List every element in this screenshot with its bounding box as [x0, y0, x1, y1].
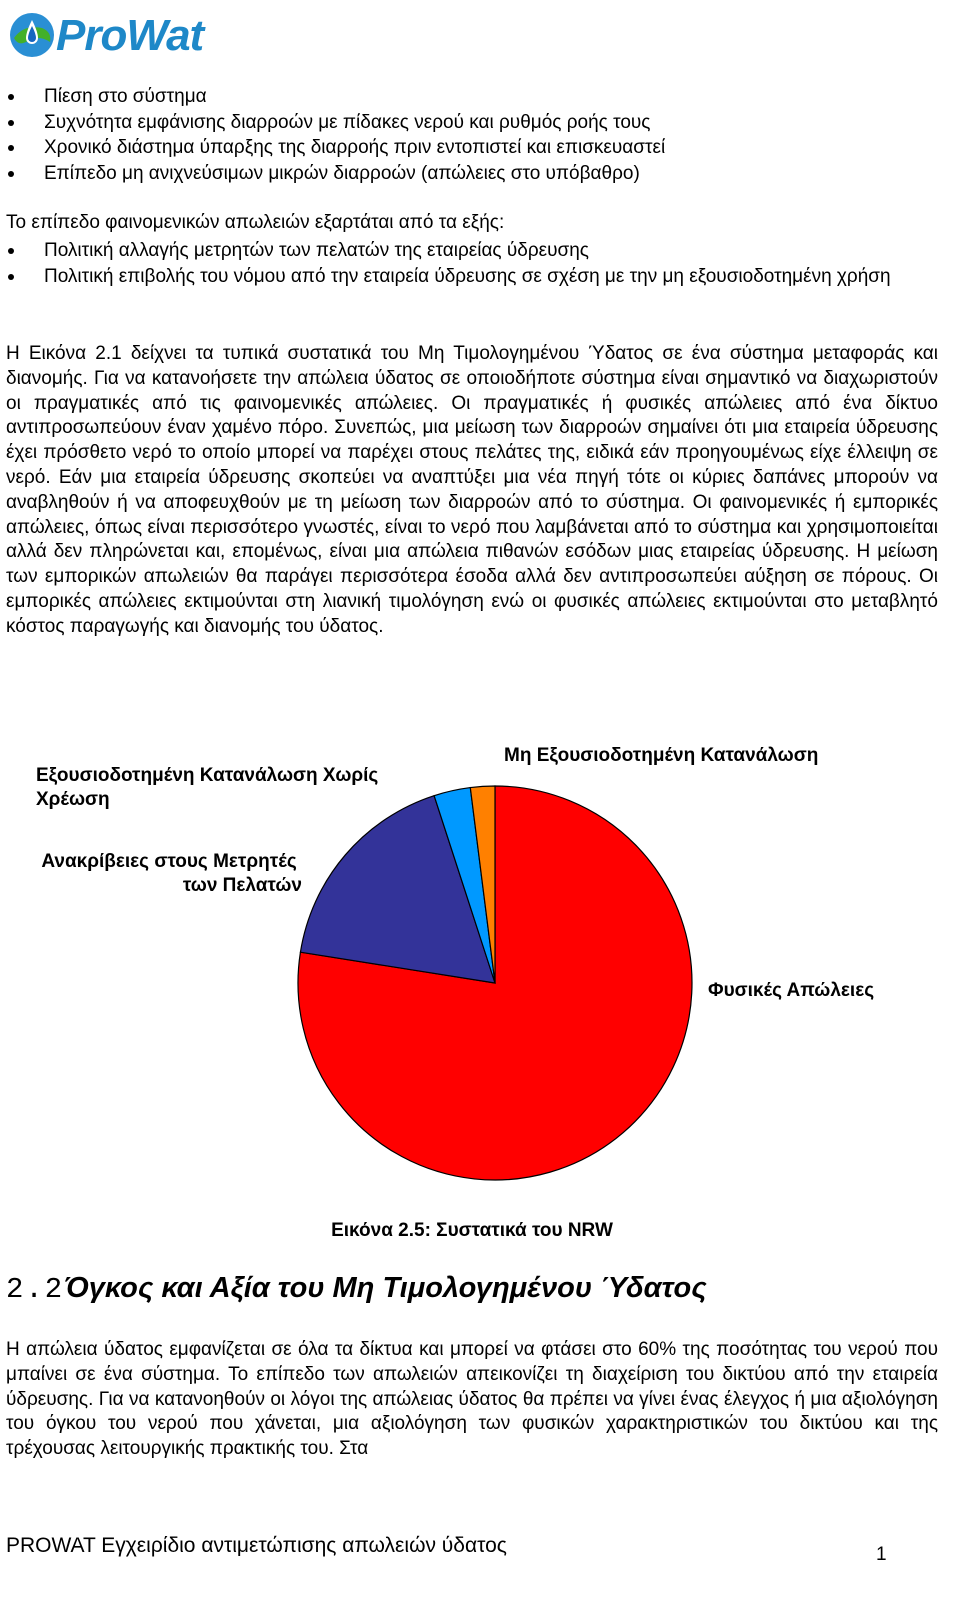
chart-label-authorized-unbilled [36, 765, 384, 810]
list-item: Πίεση στο σύστημα [0, 84, 950, 110]
chart-label-unauthorized: Μη Εξουσιοδοτημένη Κατανάλωση [504, 745, 819, 766]
prowat-logo [8, 8, 223, 66]
apparent-losses-intro: Το επίπεδο φαινομενικών απωλειών εξαρτάται από τα εξής: [6, 212, 505, 233]
chart-label-meter-inaccuracies [41, 851, 302, 896]
list-item: Πολιτική επιβολής του νόμου από την εταιρεία ύδρευσης σε σχέση με την μη εξουσιοδοτημένη χρήση [0, 264, 950, 290]
list-item: Συχνότητα εμφάνισης διαρροών με πίδακες νερού και ρυθμός ροής τους [0, 110, 950, 136]
chart-label-line: Χρέωση [36, 789, 110, 810]
chart-label-line: Ανακρίβειες στους Μετρητές [41, 851, 297, 872]
body-paragraph-2: Η απώλεια ύδατος εμφανίζεται σε όλα τα δίκτυα και μπορεί να φτάσει στο 60% της ποσότητας του νερού που μπαίνει σε ένα σύστημα. Το επίπεδο των απωλειών απεικονίζει τη διαχείριση του δικτύου από την εταιρεία ύδρευσης. Για να κατανοηθούν οι λόγοι της απώλειας ύδατος θα πρέπει να γίνει ένας έλεγχος ή μια αξιολόγηση του όγκου του νερού που χάνεται, μια αξιολόγηση των φυσικών χαρακτηριστικών του δικτύου και της τρέχουσας λειτουργικής πρακτικής του. Στα [6, 1339, 938, 1460]
apparent-losses-bullet-list [0, 238, 950, 289]
page-number: 1 [876, 1544, 887, 1565]
section-heading [6, 1268, 707, 1310]
figure-caption: Εικόνα 2.5: Συστατικά του NRW [331, 1220, 613, 1241]
logo-text: ProWat [56, 11, 204, 60]
section-number: 2.2 [6, 1273, 65, 1306]
logo-globe-icon [8, 8, 56, 60]
list-item: Επίπεδο μη ανιχνεύσιμων μικρών διαρροών (απώλειες στο υπόβαθρο) [0, 161, 950, 187]
section-title: Όγκος και Αξία του Μη Τιμολογημένου Ύδατος [64, 1272, 707, 1304]
chart-label-physical-losses: Φυσικές Απώλειες [708, 980, 875, 1001]
factors-bullet-list [0, 84, 950, 186]
body-paragraph-1: Η Εικόνα 2.1 δείχνει τα τυπικά συστατικά του Μη Τιμολογημένου Ύδατος σε ένα σύστημα μεταφοράς και διανομής. Για να κατανοήσετε την απώλεια ύδατος σε οποιοδήποτε σύστημα είναι σημαντικό να διαχωριστούν οι πραγματικές από τις φαινομενικές απώλειες. Οι πραγματικές ή φυσικές απώλειες από ένα δίκτυο αντιπροσωπεύουν έναν χαμένο πόρο. Συνεπώς, μια μείωση των διαρροών σημαίνει ότι μια εταιρεία ύδρευσης έχει πρόσθετο νερό το οποίο μπορεί να παρέχει στους πελάτες της, ειδικά εάν προηγουμένως είχε έλλειψη σε νερό. Εάν μια εταιρεία ύδρευσης σκοπεύει να αναπτύξει μια νέα πηγή τότε οι κύριες δαπάνες μπορούν να αναβληθούν ή να αποφευχθούν με τη μείωση των διαρροών από το σύστημα. Οι φαινομενικές ή εμπορικές απώλειες, όπως είναι περισσότερο γνωστές, είναι το νερό που λαμβάνεται από το σύστημα και χρησιμοποιείται αλλά δεν πληρώνεται και, επομένως, είναι μια απώλεια πιθανών εσόδων μιας εταιρείας ύδρευσης. Η μείωση των εμπορικών απωλειών θα παράγει περισσότερα έσοδα αλλά δεν αντιπροσωπεύει αύξηση σε πόρους. Οι εμπορικές απώλειες εκτιμούνται στη λιανική τιμολόγηση ενώ οι φυσικές απώλειες εκτιμούνται στο μεταβλητό κόστος παραγωγής και διανομής του ύδατος. [6, 343, 938, 637]
list-item: Χρονικό διάστημα ύπαρξης της διαρροής πριν εντοπιστεί και επισκευαστεί [0, 135, 950, 161]
chart-label-line: των Πελατών [182, 875, 302, 896]
nrw-pie-chart [0, 735, 960, 1215]
list-item: Πολιτική αλλαγής μετρητών των πελατών της εταιρείας ύδρευσης [0, 238, 950, 264]
page-footer: PROWAT Εγχειρίδιο αντιμετώπισης απωλειών ύδατος [6, 1534, 507, 1557]
chart-label-line: Εξουσιοδοτημένη Κατανάλωση Χωρίς [36, 765, 379, 786]
